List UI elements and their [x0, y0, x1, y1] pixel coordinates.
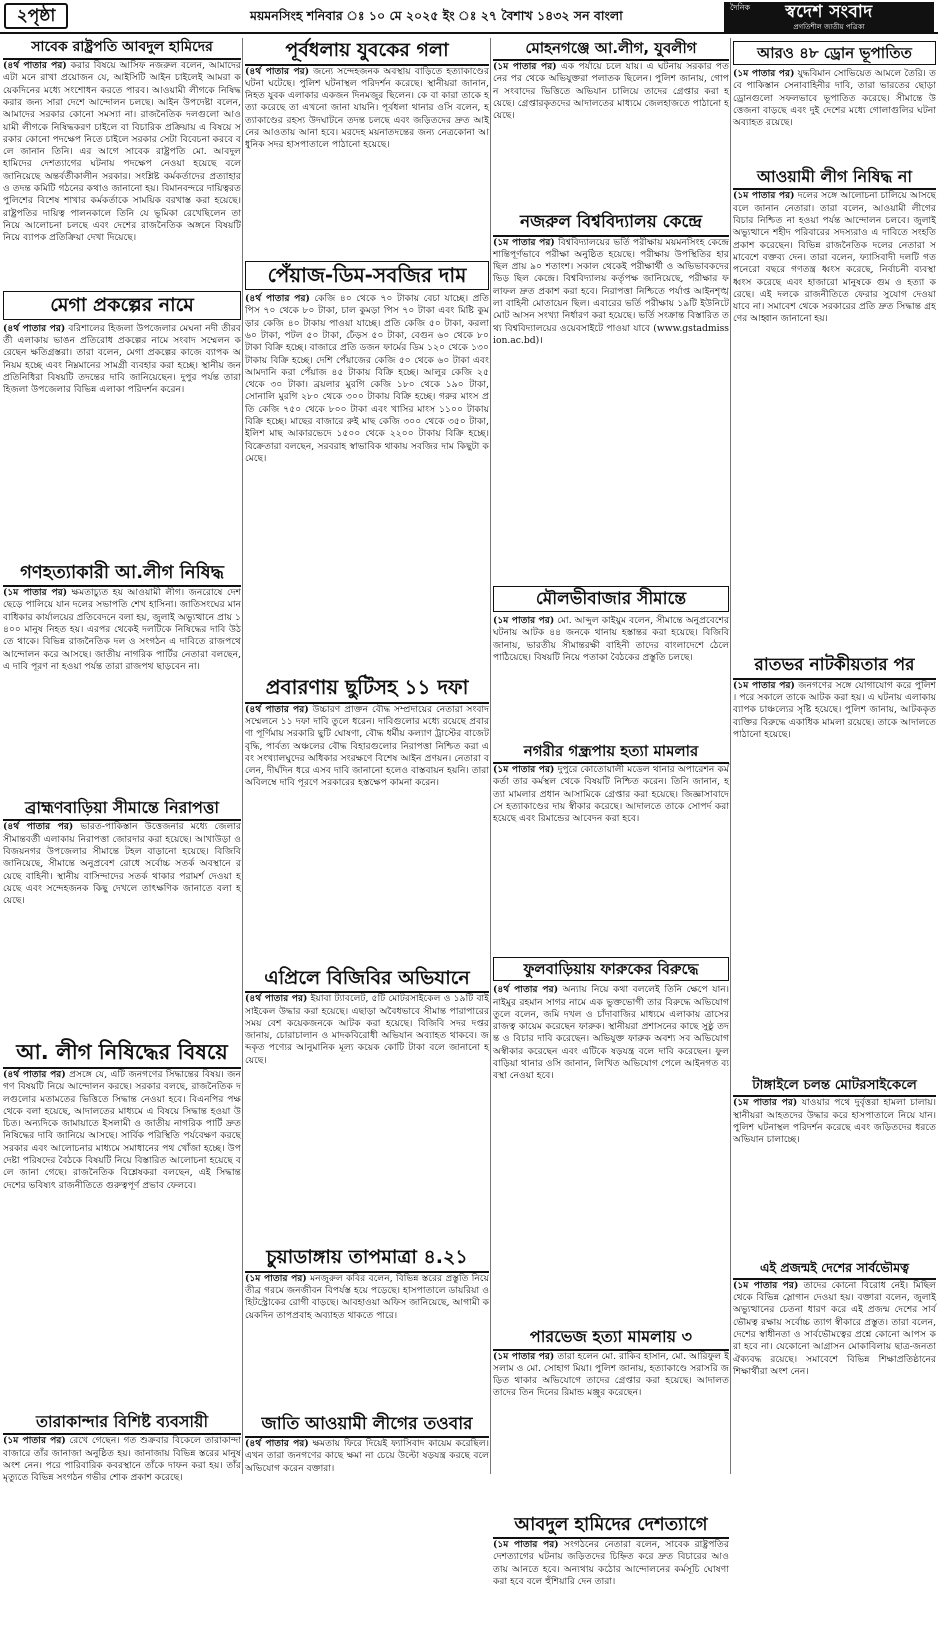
story-moulvibazar-border — [493, 586, 729, 739]
story-text: উচ্চারণ প্রাক্তন বৌদ্ধ সম্প্রদায়ের নেতারা সংবাদ সম্মেলনে ১১ দফা দাবি তুলে ধরেন। দাবিগুলোর মধ্যে রয়েছে প্রবারণা পূর্ণিমায় সরকারি ছুটি ঘোষণা, বৌদ্ধ ধর্মীয় কল্যাণ ট্রাস্টের বাজেট বৃদ্ধি, পার্বত্য অঞ্চলের বৌদ্ধ বিহারগুলোর নিরাপত্তা নিশ্চিত করা এবং সংখ্যালঘুদের অধিকার সংরক্ষণে বিশেষ আইন প্রণয়ন। নেতারা বলেন, দীর্ঘদিন ধরে এসব দাবি জানানো হলেও বাস্তবায়ন হয়নি। তারা অবিলম্বে দাবি পূরণে সরকারের হস্তক্ষেপ কামনা করেন। — [245, 703, 489, 789]
story-parvez-murder-case — [493, 1326, 729, 1510]
logo-tagline: প্রগতিশীল জাতীয় পত্রিকা — [793, 23, 865, 31]
story-jump: (১ম পাতার পর) — [733, 679, 795, 691]
story-text: তারা হলেন মো. রাকিব হাসান, মো. আরিফুল ইসলাম ও মো. সোহাগ মিয়া। পুলিশ জানায়, হত্যাকাণ্ডে সরাসরি জড়িত থাকার অভিযোগে তাদের গ্রেপ্তার করা হয়েছে। আদালত তাদের তিন দিনের রিমান্ড মঞ্জুর করেছেন। — [493, 1350, 729, 1399]
story-headline: পেঁয়াজ-ডিম-সবজির দাম — [245, 261, 489, 291]
story-hamid-departure — [493, 1513, 729, 1635]
story-headline: এপ্রিলে বিজিবির অভিযানে — [245, 966, 489, 994]
story-headline: রাতভর নাটকীয়তার পর — [733, 654, 936, 679]
story-purbadhala-youth — [245, 38, 489, 258]
story-headline: চুয়াডাঙ্গায় তাপমাত্রা ৪.২১ — [245, 1245, 489, 1273]
story-body — [733, 1097, 936, 1257]
story-text: দলের সঙ্গে আলোচনা চালিয়ে আসছে বলে জানান নেতারা। তারা বলেন, আওয়ামী লীগের বিচার নিশ্চিত না হওয়া পর্যন্ত আন্দোলন চলবে। জুলাই অভ্যুত্থানে শহীদ পরিবারের সদস্যরাও এ দাবিতে সংহতি প্রকাশ করেছেন। বিভিন্ন রাজনৈতিক দলের নেতারা সমাবেশে বক্তব্য দেন। তারা বলেন, ফ্যাসিবাদী দলটি গত পনেরো বছরে গণতন্ত্র ধ্বংস করেছে, নির্বাচনী ব্যবস্থা ধ্বংস করেছে এবং হাজারো মানুষকে গুম ও হত্যা করেছে। এই দলকে রাজনীতিতে ফেরার সুযোগ দেওয়া যাবে না। সমাবেশ থেকে সরকারের প্রতি দ্রুত সিদ্ধান্ত গ্রহণের আহ্বান জানানো হয়। — [733, 190, 936, 325]
story-jump: (১ম পাতার পর) — [245, 1272, 307, 1284]
story-drones-shot-down — [733, 41, 936, 164]
story-body — [3, 60, 241, 288]
story-headline: তারাকান্দার বিশিষ্ট ব্যবসায়ী — [3, 1411, 241, 1435]
story-text: ভারত-পাকিস্তান উত্তেজনার মধ্যে জেলার সীমান্তবর্তী এলাকায় নিরাপত্তা জোরদার করা হয়েছে। আখাউড়া ও বিজয়নগর উপজেলার সীমান্তে টহল বাড়ানো হয়েছে। বিজিবি জানিয়েছে, সীমান্তে অনুপ্রবেশ রোধে সর্বোচ্চ সতর্ক অবস্থানে রয়েছে বাহিনী। স্থানীয় বাসিন্দাদের সতর্ক থাকার পরামর্শ দেওয়া হয়েছে এবং সন্দেহজনক কিছু দেখলে তাৎক্ষণিক জানাতে বলা হয়েছে। — [3, 821, 242, 907]
story-headline: এই প্রজন্মই দেশের সার্বভৌমত্ব — [733, 1259, 936, 1280]
story-body — [3, 1435, 241, 1515]
story-headline: মোহনগঞ্জে আ.লীগ, যুবলীগ — [493, 38, 729, 61]
story-jump: (১ম পাতার পর) — [733, 1279, 799, 1291]
story-jump: (৪র্থ পাতার পর) — [245, 65, 310, 77]
story-jump: (৪র্থ পাতার পর) — [3, 1069, 66, 1080]
story-headline: ফুলবাড়িয়ায় ফারুকের বিরুদ্ধে — [493, 957, 729, 981]
story-mega-project — [3, 291, 241, 559]
story-body — [493, 61, 729, 209]
story-jump: (৪র্থ পাতার পর) — [3, 60, 67, 72]
story-jump: (১ম পাতার পর) — [733, 1097, 798, 1109]
story-jump: (১ম পাতার পর) — [493, 614, 555, 626]
story-jump: (১ম পাতার পর) — [493, 1350, 555, 1362]
story-text: বিশ্ববিদ্যালয়ের ভর্তি পরীক্ষায় ময়মনসিংহ কেন্দ্রে শান্তিপূর্ণভাবে পরীক্ষা অনুষ্ঠিত হয়েছে। পরীক্ষায় উপস্থিতির হার ছিল প্রায় ৯০ শতাংশ। সকাল থেকেই পরীক্ষার্থী ও অভিভাবকদের ভিড় ছিল কেন্দ্রে। বিশ্ববিদ্যালয় কর্তৃপক্ষ জানিয়েছে, পরীক্ষার ফলাফল দ্রুত প্রকাশ করা হবে। নিরাপত্তা নিশ্চিতে পর্যাপ্ত আইনশৃঙ্খলা বাহিনী মোতায়েন ছিল। এবারের ভর্তি পরীক্ষায় ১৯টি ইউনিটে মোট আসন সংখ্যা নির্ধারণ করা হয়েছে। ভর্তি সংক্রান্ত বিস্তারিত তথ্য বিশ্ববিদ্যালয়ের ওয়েবসাইটে পাওয়া যাবে (www.gstadmission.ac.bd)। — [493, 236, 729, 346]
story-text: কেজি ৪০ থেকে ৭০ টাকায় বেচা যাচ্ছে। প্রতি পিস ৭০ থেকে ৮০ টাকা, চাল কুমড়া পিস ৭০ টাকা এবং মিষ্টি কুমড়ার কেজি ৪০ টাকায় পাওয়া যাচ্ছে। প্রতি কেজি ৫০ টাকা, করলা ৬০ টাকা, পটল ৫০ টাকা, ঢেঁড়স ৫০ টাকা, বেগুন ৬০ থেকে ৮০ টাকা বিক্রি হচ্ছে। বাজারে প্রতি ডজন ফার্মের ডিম ১২০ থেকে ১৩০ টাকায় বিক্রি হচ্ছে। দেশি পেঁয়াজের কেজি ৫০ থেকে ৬০ টাকা এবং আমদানি করা পেঁয়াজ ৪৫ টাকায় বিক্রি হচ্ছে। আলুর কেজি ২৫ থেকে ৩০ টাকা। ব্রয়লার মুরগি কেজি ১৮০ থেকে ১৯০ টাকা, সোনালি মুরগি ২৮০ থেকে ৩০০ টাকায় বিক্রি হচ্ছে। গরুর মাংস প্রতি কেজি ৭৫০ থেকে ৮০০ টাকা এবং খাসির মাংস ১১০০ টাকায় বিক্রি হচ্ছে। মাছের বাজারে রুই মাছ কেজি ৩০০ থেকে ৩৫০ টাকা, ইলিশ মাছ আকারভেদে ১৫০০ থেকে ২২০০ টাকায় বিক্রি হচ্ছে। বিক্রেতারা বলছেন, সরবরাহ স্বাভাবিক থাকায় সবজির দাম কিছুটা কমেছে। — [245, 293, 490, 464]
story-brahmanbaria-border — [3, 797, 241, 1037]
story-headline: নগরীর গন্ধ্রপায় হত্যা মামলার — [493, 741, 729, 764]
column-3 — [493, 38, 730, 1587]
dateline: ময়মনসিংহ শনিবার ঃ ১০ মে ২০২৫ ইং ঃ ২৭ বৈশাখ ১৪৩২ সন বাংলা — [250, 8, 623, 23]
story-headline: আওয়ামী লীগ নিষিদ্ধ না — [733, 166, 936, 190]
story-jump: (১ম পাতার পর) — [493, 61, 557, 73]
newspaper-logo — [724, 2, 934, 32]
story-jump: (৪র্থ পাতার পর) — [3, 322, 66, 334]
story-body — [3, 1069, 241, 1409]
story-jump: (৪র্থ পাতার পর) — [3, 821, 74, 833]
story-headline: প্রবারণায় ছুটিসহ ১১ দফা — [245, 675, 489, 704]
story-body — [245, 1273, 489, 1411]
story-probarona-holiday — [245, 675, 489, 964]
story-jump: (৪র্থ পাতার পর) — [245, 293, 310, 305]
story-body — [245, 66, 489, 258]
story-jump: (১ম পাতার পর) — [493, 236, 555, 248]
page-number-badge: ২পৃষ্ঠা — [4, 3, 68, 29]
story-text: সংগঠনের নেতারা বলেন, সাবেক রাষ্ট্রপতির দেশত্যাগের ঘটনায় জড়িতদের চিহ্নিত করে দ্রুত বিচারের আওতায় আনতে হবে। অন্যথায় কঠোর আন্দোলনের কর্মসূচি ঘোষণা করা হবে বলে হুঁশিয়ারি দেন তারা। — [493, 1538, 730, 1587]
column-divider — [730, 38, 731, 1474]
story-jump: (১ম পাতার পর) — [3, 1435, 66, 1447]
story-text: এক পর্যায়ে চলে যায়। এ ঘটনায় সরকার পতনের পর থেকে অভিযুক্তরা পলাতক ছিলেন। পুলিশ জানায়, গোপন সংবাদের ভিত্তিতে অভিযান চালিয়ে তাদের গ্রেপ্তার করা হয়েছে। গ্রেপ্তারকৃতদের আদালতের মাধ্যমে জেলহাজতে পাঠানো হয়েছে। — [493, 61, 730, 122]
story-onion-egg-vegetable-price — [245, 261, 489, 674]
story-body — [245, 993, 489, 1243]
story-headline: মৌলভীবাজার সীমান্তে — [493, 586, 729, 612]
logo-daily-label: দৈনিক — [730, 3, 751, 12]
story-headline: জাতি আওয়ামী লীগের তওবার — [245, 1413, 489, 1438]
story-body — [245, 1438, 489, 1508]
story-body — [493, 615, 729, 739]
story-headline: মেগা প্রকল্পের নামে — [3, 291, 241, 320]
story-body — [3, 587, 241, 795]
story-jump: (১ম পাতার পর) — [493, 1538, 559, 1550]
story-headline: নজরুল বিশ্ববিদ্যালয় কেন্দ্রে — [493, 211, 729, 236]
story-al-not-banned — [733, 166, 936, 652]
story-tangail-motorcycle — [733, 1076, 936, 1258]
story-body — [493, 1351, 729, 1511]
column-1 — [3, 38, 242, 1484]
story-generation-sovereignty — [733, 1259, 936, 1530]
story-text: রেখে গেছেন। গত শুক্রবার বিকেলে তারাকান্দা বাজারে তাঁর জানাজা অনুষ্ঠিত হয়। জানাজায় বিভিন্ন স্তরের মানুষ অংশ নেন। পরে পারিবারিক কবরস্থানে তাঁকে দাফন করা হয়। তাঁর মৃত্যুতে বিভিন্ন সংগঠন গভীর শোক প্রকাশ করেছে। — [3, 1435, 241, 1484]
story-body — [3, 821, 241, 1037]
masthead — [0, 0, 938, 34]
story-mohanganj-awami-league — [493, 38, 729, 209]
story-body — [733, 680, 936, 1074]
story-text: জন্যে সন্দেহজনক অবস্থায় বাড়িতে হত্যাকাণ্ডের ঘটনা ঘটেছে। পুলিশ ঘটনাস্থল পরিদর্শন করেছে। স্থানীয়রা জানান, নিহত যুবক এলাকার একজন দিনমজুর ছিলেন। কে বা কারা তাকে হত্যা করেছে তা এখনো জানা যায়নি। পূর্বধলা থানার ওসি বলেন, হত্যাকাণ্ডের রহস্য উদঘাটনে তদন্ত চলছে এবং জড়িতদের দ্রুত আইনের আওতায় আনা হবে। মরদেহ ময়নাতদন্তের জন্য নেত্রকোনা আধুনিক সদর হাসপাতালে পাঠানো হয়েছে। — [245, 65, 489, 151]
story-body — [493, 984, 729, 1324]
logo-name: স্বদেশ সংবাদ — [785, 2, 873, 22]
story-hamid-former-president — [3, 38, 241, 288]
story-headline: পারভেজ হত্যা মামলায় ৩ — [493, 1326, 729, 1350]
story-body — [493, 237, 729, 583]
column-4 — [733, 38, 936, 1474]
story-bgb-april-drive — [245, 966, 489, 1244]
story-text: ক্ষমতায় ফিরে দিয়েই ফ্যাসিবাদ কায়েম করেছিল। এখন তারা জনগণের কাছে ক্ষমা না চেয়ে উল্টো ষড়যন্ত্র করছে বলে অভিযোগ করেন বক্তারা। — [245, 1438, 490, 1474]
story-tarakanda-businessman — [3, 1411, 241, 1515]
story-jump: (৪র্থ পাতার পর) — [493, 984, 559, 996]
story-text: যাওয়ার পথে দুর্বৃত্তরা হামলা চালায়। স্থানীয়রা আহতদের উদ্ধার করে হাসপাতালে নিয়ে যান। পুলিশ ঘটনাস্থল পরিদর্শন করেছে এবং জড়িতদের ধরতে অভিযান চালাচ্ছে। — [733, 1097, 937, 1146]
story-overnight-drama — [733, 654, 936, 1073]
story-text: দুপুরে কোতোয়ালী মডেল থানার অপারেশন কর্মকর্তা তার কর্মস্থল থেকে বিষয়টি নিশ্চিত করেন। তিনি জানান, হত্যা মামলার প্রধান আসামিকে গ্রেপ্তার করা হয়েছে। জিজ্ঞাসাবাদে সে হত্যাকাণ্ডের দায় স্বীকার করেছে। আদালতে তাকে সোপর্দ করা হয়েছে এবং রিমান্ডের আবেদন করা হবে। — [493, 764, 730, 825]
story-text: মো. আব্দুল কাইয়ুম বলেন, সীমান্তে অনুপ্রবেশের ঘটনায় আটক ৪৪ জনকে থানায় হস্তান্তর করা হয়েছে। বিজিবি জানায়, ভারতীয় সীমান্তরক্ষী বাহিনী তাদের বাংলাদেশে ঠেলে পাঠিয়েছে। বিষয়টি নিয়ে পতাকা বৈঠকের প্রস্তুতি চলছে। — [493, 614, 729, 663]
story-text: তাদের কোনো বিরোধ নেই। মিছিল থেকে বিভিন্ন স্লোগান দেওয়া হয়। বক্তারা বলেন, জুলাই অভ্যুত্থানের চেতনা ধারণ করে এই প্রজন্ম দেশের সার্বভৌমত্ব রক্ষায় সর্বোচ্চ ত্যাগ স্বীকারে প্রস্তুত। তারা বলেন, দেশের স্বাধীনতা ও সার্বভৌমত্বের প্রশ্নে কোনো আপস করা হবে না। যেকোনো আগ্রাসন মোকাবিলায় ছাত্র-জনতা ঐক্যবদ্ধ রয়েছে। সমাবেশে বিভিন্ন শিক্ষাপ্রতিষ্ঠানের শিক্ষার্থীরা অংশ নেন। — [733, 1279, 936, 1377]
story-body — [733, 68, 936, 164]
story-headline: আবদুল হামিদের দেশত্যাগে — [493, 1513, 729, 1539]
story-jump: (৪র্থ পাতার পর) — [245, 1438, 309, 1450]
story-headline: আ. লীগ নিষিদ্ধের বিষয়ে — [3, 1039, 241, 1069]
story-city-murder-case — [493, 741, 729, 954]
story-headline: ব্রাহ্মণবাড়িয়া সীমান্তে নিরাপত্তা — [3, 797, 241, 821]
story-body — [493, 1539, 729, 1635]
story-text: মনজুরুল কবির বলেন, বিভিন্ন স্তরের প্রস্তুতি নিয়ে তীব্র গরমে জনজীবন বিপর্যস্ত হয়ে পড়েছে। হাসপাতালে ডায়রিয়া ও হিটস্ট্রোকের রোগী বাড়ছে। আবহাওয়া অফিস জানিয়েছে, আগামী কয়েকদিন তাপপ্রবাহ অব্যাহত থাকতে পারে। — [245, 1272, 490, 1321]
story-text: ক্ষমতাচ্যুত হয় আওয়ামী লীগ। জনরোষে দেশ ছেড়ে পালিয়ে যান দলের সভাপতি শেখ হাসিনা। জাতিসংঘের মানবাধিকার কার্যালয়ের প্রতিবেদনে বলা হয়, জুলাই অভ্যুত্থানে প্রায় ১৪০০ মানুষ নিহত হয়। এরপর থেকেই দলটিকে নিষিদ্ধের দাবি উঠতে থাকে। বিভিন্ন রাজনৈতিক দল ও সংগঠন এ দাবিতে রাজপথে আন্দোলন করে আসছে। জাতীয় নাগরিক পার্টির নেতারা বলছেন, এ দাবি পূরণ না হওয়া পর্যন্ত তারা রাজপথ ছাড়বেন না। — [3, 587, 241, 672]
story-text: বরিশালের হিজলা উপজেলার মেঘনা নদী তীরবর্তী এলাকায় ভাঙন প্রতিরোধ প্রকল্পের নামে সংবাদ সম্মেলন করেছেন ক্ষতিগ্রস্তরা। তারা বলেন, মেগা প্রকল্পের কাজে ব্যাপক অনিয়ম হচ্ছে এবং নিম্নমানের সামগ্রী ব্যবহার করা হচ্ছে। স্থানীয় জনপ্রতিনিধিরা বিষয়টি তদন্তের দাবি জানিয়েছেন। দুপুর পর্যন্ত তারা হিজলা উপজেলার বিভিন্ন এলাকা পরিদর্শন করেন। — [3, 322, 241, 396]
story-awami-league-banned — [3, 561, 241, 795]
story-jump: (১ম পাতার পর) — [733, 190, 795, 202]
story-fulbaria-faruk — [493, 957, 729, 1324]
story-text: করার বিষয়ে আসিফ নজরুল বলেন, আমাদের এটা মনে রাখা প্রয়োজন যে, আইসিটি আইন চাইলেই আমরা কয়েকদিনের মধ্যে সংশোধন করতে পারব। আওয়ামী লীগকে নিষিদ্ধ করার জন্য সারা দেশে আন্দোলন চলছে। আইন উপদেষ্টা বলেন, আমাদের সরকার কোনো সমস্যা না। রাজনৈতিক দলগুলো আওয়ামী লীগকে নিষিদ্ধকরণ চাইলে বা বিচারিক প্রক্রিয়ায় এ বিষয়ে সরকার কোনো পদক্ষেপ নিতে চাইলে সরকার সেটা বিবেচনা করবে বলে জানান তিনি। এর আগে সাবেক রাষ্ট্রপতি মো. আবদুল হামিদের দেশত্যাগের ঘটনায় পদক্ষেপ নেওয়া হয়েছে বলে জানিয়েছে অন্তর্বর্তীকালীন সরকার। সংশ্লিষ্ট কর্মকর্তাদের প্রত্যাহার ও তদন্ত কমিটি গঠনের কথাও জানানো হয়। বিমানবন্দরে দায়িত্বরত পুলিশের বিশেষ শাখার কর্মকর্তাকে সাময়িক বরখাস্ত করা হয়েছে। রাষ্ট্রপতির দায়িত্ব পালনকালে তিনি যে ভূমিকা রেখেছিলেন তা নিয়ে আলোচনা চলছে এবং দেশের রাজনৈতিক অঙ্গনে বিষয়টি নিয়ে ব্যাপক প্রতিক্রিয়া দেখা দিয়েছে। — [3, 60, 242, 244]
story-jump: (৪র্থ পাতার পর) — [245, 993, 308, 1005]
story-text: ইয়াবা ট্যাবলেট, ৫টি মোটরসাইকেল ও ১৯টি বাইসাইকেল উদ্ধার করা হয়েছে। এছাড়া অবৈধভাবে সীমান্ত পারাপারের সময় বেশ কয়েকজনকে আটক করা হয়েছে। বিজিবি সদর দপ্তর জানায়, চোরাচালান ও মাদকবিরোধী অভিযান অব্যাহত থাকবে। জব্দকৃত পণ্যের আনুমানিক মূল্য কয়েক কোটি টাকা বলে জানানো হয়েছে। — [245, 993, 490, 1066]
story-headline: আরও ৪৮ ড্রোন ভূপাতিত — [733, 41, 936, 65]
story-text: প্রসঙ্গে যে, এটি জনগণের সিদ্ধান্তের বিষয়। জনগণ বিষয়টি নিয়ে আন্দোলন করছে। সরকার বলছে, রাজনৈতিক দলগুলোর মতামতের ভিত্তিতে সিদ্ধান্ত নেওয়া হবে। বিএনপির পক্ষ থেকে বলা হয়েছে, আদালতের মাধ্যমে এ বিষয়ে সিদ্ধান্ত হওয়া উচিত। অন্যদিকে জামায়াতে ইসলামী ও জাতীয় নাগরিক পার্টি দ্রুত নিষিদ্ধের দাবি জানিয়ে আসছে। সার্বিক পরিস্থিতি পর্যবেক্ষণ করছে সরকার এবং আলোচনার মাধ্যমে সমাধানের পথ খোঁজা হচ্ছে। উপদেষ্টা পরিষদের বৈঠকে বিষয়টি নিয়ে বিস্তারিত আলোচনা হয়েছে বলে জানা গেছে। রাজনৈতিক বিশ্লেষকরা বলছেন, এই সিদ্ধান্ত দেশের ভবিষ্যৎ রাজনীতিতে গুরুত্বপূর্ণ প্রভাব ফেলবে। — [3, 1069, 242, 1191]
story-headline: টাঙ্গাইলে চলন্ত মোটরসাইকেলে — [733, 1076, 936, 1098]
story-jump: (১ম পাতার পর) — [733, 68, 795, 80]
story-body — [245, 704, 489, 964]
column-2 — [245, 38, 489, 1474]
story-text: জনগণের সঙ্গে যোগাযোগ করে পুলিশ। পরে সকালে তাকে আটক করা হয়। এ ঘটনায় এলাকায় ব্যাপক চাঞ্চল্যের সৃষ্টি হয়েছে। পুলিশ জানায়, আটককৃত ব্যক্তির বিরুদ্ধে একাধিক মামলা রয়েছে। তাকে আদালতে পাঠানো হয়েছে। — [733, 679, 936, 740]
story-al-ban-issue — [3, 1039, 241, 1409]
story-awami-league-repentance — [245, 1413, 489, 1508]
story-text: যুদ্ধবিমান সোভিয়েত আমলে তৈরি। তবে পাকিস্তান সেনাবাহিনীর দাবি, তারা ভারতের ছোড়া ড্রোনগুলো সফলভাবে ভূপাতিত করেছে। সীমান্তে উত্তেজনা বাড়ছে এবং দুই দেশের মধ্যে গোলাগুলির ঘটনা অব্যাহত রয়েছে। — [733, 68, 936, 129]
story-body — [493, 764, 729, 954]
story-body — [733, 190, 936, 652]
story-body — [3, 323, 241, 559]
story-headline: সাবেক রাষ্ট্রপতি আবদুল হামিদের — [3, 38, 241, 60]
story-nazrul-university-center — [493, 211, 729, 582]
story-headline: পূর্বধলায় যুবকের গলা — [245, 38, 489, 66]
story-jump: (৪র্থ পাতার পর) — [245, 703, 309, 715]
story-chuadanga-temperature — [245, 1245, 489, 1411]
story-body — [245, 293, 489, 673]
story-headline: গণহত্যাকারী আ.লীগ নিষিদ্ধ — [3, 561, 241, 587]
column-divider — [242, 38, 243, 1474]
story-jump: (১ম পাতার পর) — [493, 764, 555, 776]
story-body — [733, 1280, 936, 1530]
story-text: অন্যায় নিয়ে কথা বললেই তিনি ক্ষেপে যান। নাইমুর রহমান সাগর নামে এক ভুক্তভোগী তার বিরুদ্ধে অভিযোগ তুলে বলেন, জমি দখল ও চাঁদাবাজির মাধ্যমে এলাকায় ত্রাসের রাজত্ব কায়েম করেছেন ফারুক। স্থানীয়রা প্রশাসনের কাছে সুষ্ঠু তদন্ত ও বিচার দাবি করেছেন। অভিযুক্ত ফারুক অবশ্য সব অভিযোগ অস্বীকার করেছেন এবং এটিকে ষড়যন্ত্র বলে দাবি করেছেন। ফুলবাড়িয়া থানার ওসি জানান, লিখিত অভিযোগ পেলে আইনগত ব্যবস্থা নেওয়া হবে। — [493, 984, 730, 1082]
column-divider — [490, 38, 491, 1474]
story-jump: (১ম পাতার পর) — [3, 587, 68, 599]
